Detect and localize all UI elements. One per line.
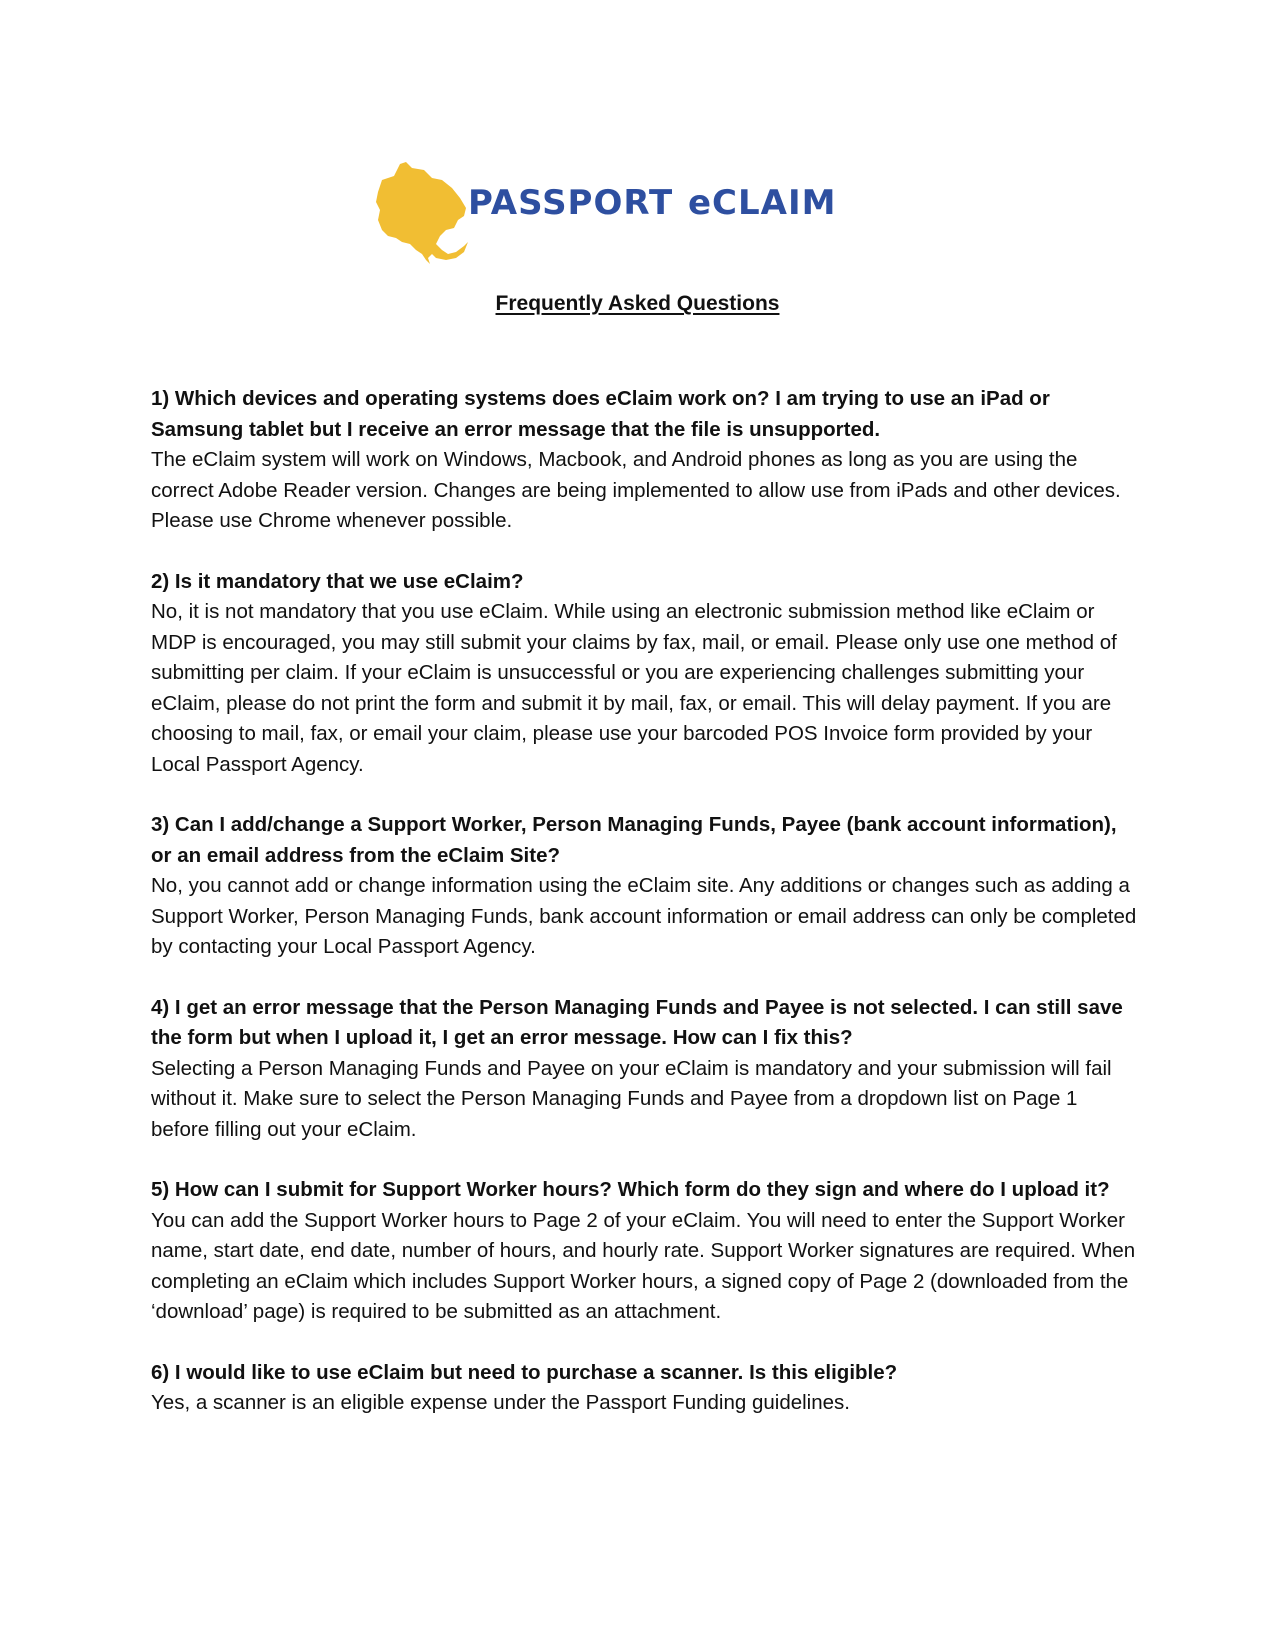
faq-question: 4) I get an error message that the Person Managing Funds and Payee is not selected. I can still save the form but when I upload it, I get an error message. How can I fix this? [151, 995, 1123, 1049]
faq-item-6 [151, 1358, 1141, 1419]
faq-answer: The eClaim system will work on Windows, Macbook, and Android phones as long as you are using the correct Adobe Reader version. Changes are being implemented to allow use from iPads and other devices. Please use Chrome whenever possible. [151, 448, 1121, 532]
faq-item-2 [151, 567, 1141, 781]
passport-eclaim-logo [372, 158, 872, 278]
faq-question: 2) Is it mandatory that we use eClaim? [151, 569, 524, 593]
faq-answer: No, you cannot add or change information using the eClaim site. Any additions or changes such as adding a Support Worker, Person Managing Funds, bank account information or email address can only be completed by contacting your Local Passport Agency. [151, 874, 1137, 958]
faq-question: 6) I would like to use eClaim but need to purchase a scanner. Is this eligible? [151, 1360, 898, 1384]
logo-text-eclaim: eCLAIM [688, 183, 837, 223]
logo-text-passport: PASSPORT [468, 183, 674, 223]
faq-answer: No, it is not mandatory that you use eClaim. While using an electronic submission method like eClaim or MDP is encouraged, you may still submit your claims by fax, mail, or email. Please only use one method of submitting per claim. If your eClaim is unsuccessful or you are experiencing challenges submitting your eClaim, please do not print the form and submit it by mail, fax, or email. This will delay payment. If you are choosing to mail, fax, or email your claim, please use your barcoded POS Invoice form provided by your Local Passport Agency. [151, 600, 1117, 776]
faq-title: Frequently Asked Questions [495, 292, 780, 315]
faq-answer: You can add the Support Worker hours to Page 2 of your eClaim. You will need to enter the Support Worker name, start date, end date, number of hours, and hourly rate. Support Worker signatures are required. When completing an eClaim which includes Support Worker hours, a signed copy of Page 2 (downloaded from the ‘download’ page) is required to be submitted as an attachment. [151, 1208, 1136, 1323]
faq-question: 5) How can I submit for Support Worker hours? Which form do they sign and where do I upload it? [151, 1178, 1110, 1201]
faq-item-4 [151, 993, 1141, 1146]
faq-question: 3) Can I add/change a Support Worker, Person Managing Funds, Payee (bank account information), or an email address from the eClaim Site? [151, 813, 1117, 867]
ontario-map-icon [376, 162, 468, 264]
faq-item-3 [151, 810, 1141, 963]
faq-question: 1) Which devices and operating systems does eClaim work on? I am trying to use an iPad or Samsung tablet but I receive an error message that the file is unsupported. [151, 387, 1050, 441]
faq-item-1 [151, 384, 1141, 537]
faq-answer: Yes, a scanner is an eligible expense under the Passport Funding guidelines. [151, 1391, 850, 1414]
faq-item-5 [151, 1175, 1141, 1328]
faq-answer: Selecting a Person Managing Funds and Payee on your eClaim is mandatory and your submission will fail without it. Make sure to select the Person Managing Funds and Payee from a dropdown list on Page 1 before filling out your eClaim. [151, 1056, 1112, 1141]
faq-list [151, 384, 1141, 1449]
